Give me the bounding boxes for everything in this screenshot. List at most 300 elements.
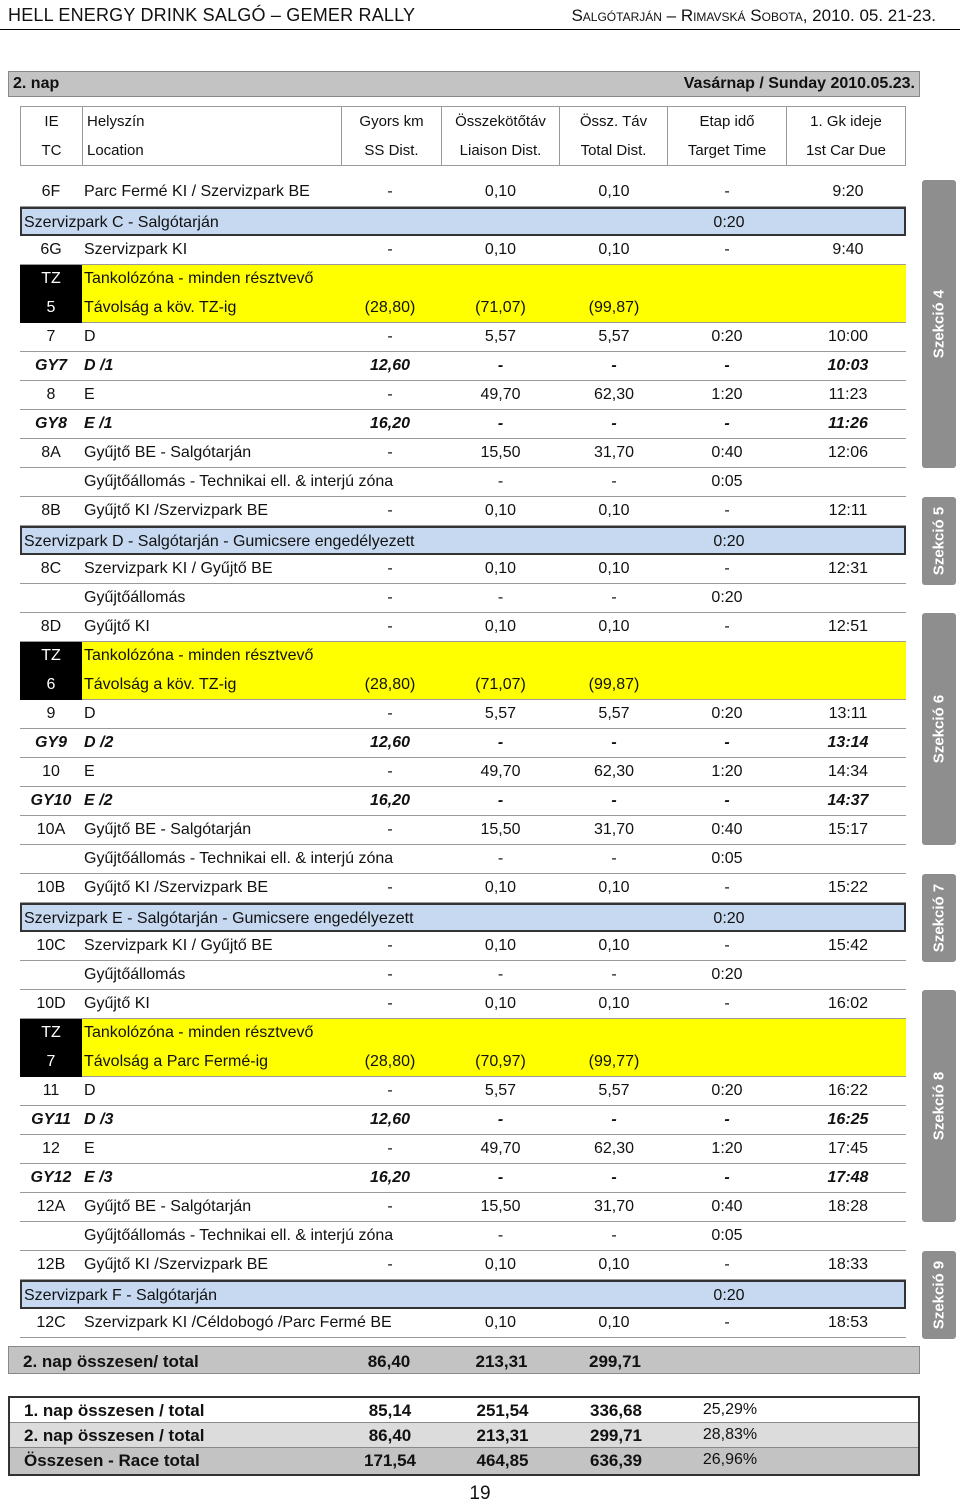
- total-distance: (99,77): [588, 1053, 640, 1070]
- section-label: Szekció 9: [930, 1260, 948, 1330]
- target-time: -: [724, 502, 730, 519]
- tc-code: 10C: [36, 937, 66, 954]
- col-tc: [21, 107, 83, 165]
- ss-distance: (28,80): [364, 1053, 416, 1070]
- table-row: [20, 700, 906, 729]
- location: Gyűjtő BE - Salgótarján: [84, 444, 252, 461]
- total-distance: -: [611, 1227, 617, 1244]
- table-row: [20, 468, 906, 497]
- tc-code: 8C: [40, 560, 62, 577]
- liaison-distance: -: [497, 966, 504, 983]
- target-time: 1:20: [711, 763, 743, 780]
- location: Szervizpark KI / Gyűjtő BE: [84, 560, 273, 577]
- total-distance: -: [611, 792, 617, 809]
- section-label: Szekció 8: [930, 1071, 948, 1141]
- day-label: 2. nap: [13, 75, 60, 92]
- first-car-due: 12:51: [827, 618, 869, 635]
- section-label: Szekció 6: [930, 694, 948, 764]
- ss-distance: -: [387, 589, 393, 606]
- table-row: [20, 816, 906, 845]
- liaison-distance: 5,57: [484, 705, 517, 722]
- first-car-due: 14:37: [827, 792, 869, 809]
- location: D: [84, 328, 96, 345]
- target-time: 0:05: [711, 850, 743, 867]
- table-row: [20, 323, 906, 352]
- col-first-car: [787, 107, 905, 165]
- liaison-distance: 15,50: [480, 1198, 521, 1215]
- page-header: [0, 0, 960, 30]
- location: Parc Fermé KI / Szervizpark BE: [84, 183, 310, 200]
- location: Gyűjtő KI: [84, 995, 150, 1012]
- target-time: -: [724, 183, 730, 200]
- liaison-distance: 0,10: [484, 183, 517, 200]
- day-total-bar: [8, 1346, 920, 1374]
- summary-ss: 86,40: [368, 1426, 412, 1445]
- ss-distance: 12,60: [369, 1111, 411, 1128]
- section-tab: [922, 180, 956, 468]
- ss-distance: 16,20: [369, 792, 411, 809]
- location: Gyűjtő BE - Salgótarján: [84, 821, 252, 838]
- table-row: [20, 758, 906, 787]
- location: E: [84, 386, 95, 403]
- col-location: [83, 107, 342, 165]
- total-distance: (99,87): [588, 299, 640, 316]
- summary-total: 299,71: [590, 1426, 642, 1445]
- summary-liaison: 251,54: [476, 1401, 529, 1420]
- first-car-due: 9:20: [832, 183, 864, 200]
- tc-code: 11: [42, 1082, 60, 1099]
- liaison-distance: 15,50: [480, 444, 521, 461]
- target-time: -: [724, 1314, 730, 1331]
- first-car-due: 14:34: [827, 763, 869, 780]
- summary-label: 2. nap összesen / total: [24, 1426, 205, 1445]
- first-car-due: 10:00: [827, 328, 869, 345]
- total-distance: 5,57: [598, 328, 630, 345]
- section-tab: [922, 990, 956, 1222]
- table-row: [20, 555, 906, 584]
- liaison-distance: -: [497, 1111, 504, 1128]
- first-car-due: 18:28: [827, 1198, 869, 1215]
- summary-total: 636,39: [590, 1451, 642, 1470]
- location: Gyűjtőállomás: [84, 966, 186, 983]
- summary-percent: 28,83%: [702, 1426, 758, 1443]
- first-car-due: 16:25: [827, 1111, 869, 1128]
- total-distance: -: [611, 357, 617, 374]
- total-distance: 31,70: [593, 821, 635, 838]
- column-headers: [20, 106, 906, 166]
- summary-ss: 85,14: [368, 1401, 412, 1420]
- location: Szervizpark F - Salgótarján: [24, 1287, 217, 1304]
- first-car-due: 12:31: [827, 560, 869, 577]
- col-ss-hu: Gyors km: [359, 113, 424, 130]
- target-time: 0:20: [713, 1287, 745, 1304]
- col-ss-en: SS Dist.: [364, 142, 419, 159]
- first-car-due: 13:11: [828, 705, 868, 722]
- tc-code: TZ: [20, 642, 82, 671]
- liaison-distance: 5,57: [484, 328, 517, 345]
- table-row: [20, 439, 906, 468]
- location: Gyűjtőállomás - Technikai ell. & interjú zóna: [84, 850, 394, 867]
- service-park-row: [20, 1280, 906, 1309]
- liaison-distance: -: [497, 1227, 504, 1244]
- tc-code: 10B: [36, 879, 66, 896]
- liaison-distance: 0,10: [484, 241, 517, 258]
- total-distance: 0,10: [598, 502, 630, 519]
- location: E /2: [84, 792, 113, 809]
- table-row: [20, 1106, 906, 1135]
- location: Tankolózóna - minden résztvevő: [84, 647, 314, 664]
- liaison-distance: 15,50: [480, 821, 521, 838]
- table-row: [20, 787, 906, 816]
- table-row: [20, 497, 906, 526]
- first-car-due: 11:26: [828, 415, 868, 432]
- target-time: 0:05: [711, 473, 743, 490]
- target-time: 0:20: [711, 328, 743, 345]
- total-distance: 0,10: [598, 241, 630, 258]
- total-distance: 0,10: [598, 937, 630, 954]
- first-car-due: 10:03: [827, 357, 869, 374]
- table-row: [20, 613, 906, 642]
- tc-code: 12C: [36, 1314, 66, 1331]
- target-time: 1:20: [711, 1140, 743, 1157]
- liaison-distance: 0,10: [484, 618, 517, 635]
- location: Szervizpark C - Salgótarján: [24, 214, 219, 231]
- tc-code: 7: [20, 1048, 82, 1077]
- tc-code: GY9: [34, 734, 67, 751]
- location: D: [84, 1082, 96, 1099]
- location: E: [84, 763, 95, 780]
- liaison-distance: 0,10: [484, 560, 517, 577]
- tc-code: 8D: [40, 618, 62, 635]
- total-distance: 62,30: [593, 1140, 635, 1157]
- location: D: [84, 705, 96, 722]
- liaison-distance: -: [497, 1169, 504, 1186]
- target-time: 0:20: [713, 533, 745, 550]
- table-row: [20, 932, 906, 961]
- first-car-due: 15:22: [827, 879, 869, 896]
- day-total-liaison: 213,31: [475, 1352, 528, 1371]
- location: Gyűjtőállomás: [84, 589, 186, 606]
- ss-distance: -: [387, 821, 393, 838]
- total-distance: 0,10: [598, 183, 630, 200]
- col-target-hu: Etap idő: [699, 113, 755, 130]
- table-row: [20, 410, 906, 439]
- first-car-due: 18:33: [827, 1256, 869, 1273]
- liaison-distance: -: [497, 473, 504, 490]
- location: D /2: [84, 734, 114, 751]
- target-time: -: [724, 1256, 730, 1273]
- refuel-zone-row: [20, 1048, 906, 1077]
- ss-distance: 12,60: [369, 357, 411, 374]
- ss-distance: -: [387, 183, 393, 200]
- col-target-en: Target Time: [687, 142, 767, 159]
- target-time: 0:20: [711, 705, 743, 722]
- total-distance: 62,30: [593, 763, 635, 780]
- liaison-distance: 49,70: [480, 763, 521, 780]
- summary-liaison: 464,85: [476, 1451, 529, 1470]
- total-distance: -: [611, 415, 617, 432]
- first-car-due: 17:45: [827, 1140, 869, 1157]
- target-time: -: [724, 937, 730, 954]
- location: Távolság a köv. TZ-ig: [84, 676, 237, 693]
- tc-code: TZ: [20, 265, 82, 294]
- location: Tankolózóna - minden résztvevő: [84, 1024, 314, 1041]
- col-liaison-en: Liaison Dist.: [459, 142, 542, 159]
- table-row: [20, 961, 906, 990]
- total-distance: -: [611, 473, 617, 490]
- liaison-distance: -: [497, 850, 504, 867]
- tc-code: TZ: [20, 1019, 82, 1048]
- first-car-due: 18:53: [827, 1314, 869, 1331]
- tc-code: 8A: [41, 444, 61, 461]
- ss-distance: -: [387, 966, 393, 983]
- page-number: 19: [469, 1483, 491, 1503]
- tc-code: 6: [20, 671, 82, 700]
- target-time: 0:40: [711, 821, 743, 838]
- ss-distance: (28,80): [364, 299, 416, 316]
- rally-route-date: Salgótarján – Rimavská Sobota, 2010. 05. 21-23.: [571, 6, 936, 25]
- first-car-due: 11:23: [828, 386, 868, 403]
- first-car-due: 13:14: [827, 734, 869, 751]
- first-car-due: 16:02: [827, 995, 869, 1012]
- tc-code: 12A: [36, 1198, 66, 1215]
- col-location-hu: Helyszín: [87, 113, 145, 130]
- target-time: 0:20: [711, 966, 743, 983]
- target-time: -: [724, 995, 730, 1012]
- liaison-distance: 0,10: [484, 995, 517, 1012]
- summary-box: [8, 1396, 920, 1476]
- tc-code: 9: [46, 705, 56, 722]
- tc-code: GY12: [30, 1169, 72, 1186]
- ss-distance: (28,80): [364, 676, 416, 693]
- section-tab: [922, 874, 956, 962]
- target-time: -: [724, 1111, 730, 1128]
- table-row: [20, 352, 906, 381]
- tc-code: 12: [42, 1140, 60, 1157]
- col-target-time: [668, 107, 787, 165]
- table-row: [20, 874, 906, 903]
- col-car-en: 1st Car Due: [805, 142, 887, 159]
- target-time: 0:40: [711, 444, 743, 461]
- total-distance: 5,57: [598, 705, 630, 722]
- ss-distance: 16,20: [369, 1169, 411, 1186]
- summary-label: 1. nap összesen / total: [24, 1401, 205, 1420]
- total-distance: 0,10: [598, 560, 630, 577]
- first-car-due: 17:48: [827, 1169, 869, 1186]
- tc-code: 10: [42, 763, 60, 780]
- location: Gyűjtő KI /Szervizpark BE: [84, 1256, 269, 1273]
- tc-code: 10A: [36, 821, 66, 838]
- total-distance: 0,10: [598, 879, 630, 896]
- target-time: -: [724, 879, 730, 896]
- ss-distance: 16,20: [369, 415, 411, 432]
- location: Szervizpark KI: [84, 241, 188, 258]
- total-distance: 31,70: [593, 444, 635, 461]
- refuel-zone-row: [20, 1019, 906, 1048]
- location: Gyűjtő BE - Salgótarján: [84, 1198, 252, 1215]
- liaison-distance: -: [497, 415, 504, 432]
- liaison-distance: (71,07): [475, 299, 526, 316]
- ss-distance: -: [387, 995, 393, 1012]
- total-distance: -: [611, 1111, 617, 1128]
- tc-code: 6F: [41, 183, 61, 200]
- summary-row: [10, 1423, 918, 1448]
- summary-percent: 26,96%: [702, 1451, 758, 1468]
- location: Gyűjtőállomás - Technikai ell. & interjú zóna: [84, 1227, 394, 1244]
- liaison-distance: -: [497, 357, 504, 374]
- liaison-distance: -: [497, 589, 504, 606]
- first-car-due: 12:06: [827, 444, 869, 461]
- location: E: [84, 1140, 95, 1157]
- location: Tankolózóna - minden résztvevő: [84, 270, 314, 287]
- refuel-zone-row: [20, 671, 906, 700]
- summary-total: 336,68: [590, 1401, 642, 1420]
- refuel-zone-row: [20, 294, 906, 323]
- location: Távolság a köv. TZ-ig: [84, 299, 237, 316]
- tc-code: GY10: [30, 792, 72, 809]
- target-time: 0:20: [713, 910, 745, 927]
- table-row: [20, 1309, 906, 1338]
- table-row: [20, 1077, 906, 1106]
- tc-code: 5: [20, 294, 82, 323]
- table-row: [20, 1251, 906, 1280]
- summary-percent: 25,29%: [702, 1401, 758, 1418]
- tc-code: 8B: [41, 502, 61, 519]
- target-time: 0:20: [711, 1082, 743, 1099]
- tc-code: GY8: [34, 415, 67, 432]
- ss-distance: -: [387, 560, 393, 577]
- summary-label: Összesen - Race total: [24, 1451, 200, 1470]
- tc-code: 6G: [40, 241, 62, 258]
- section-tab: [922, 1251, 956, 1339]
- location: D /1: [84, 357, 114, 374]
- table-row: [20, 584, 906, 613]
- location: Szervizpark KI /Céldobogó /Parc Fermé BE: [84, 1314, 392, 1331]
- liaison-distance: (71,07): [475, 676, 526, 693]
- target-time: -: [724, 618, 730, 635]
- col-total-hu: Össz. Táv: [579, 113, 648, 130]
- ss-distance: -: [387, 763, 393, 780]
- ss-distance: -: [387, 1256, 393, 1273]
- target-time: -: [724, 357, 730, 374]
- table-row: [20, 1164, 906, 1193]
- table-row: [20, 729, 906, 758]
- first-car-due: 15:17: [827, 821, 869, 838]
- liaison-distance: 5,57: [484, 1082, 517, 1099]
- ss-distance: -: [387, 386, 393, 403]
- liaison-distance: 0,10: [484, 502, 517, 519]
- refuel-zone-row: [20, 642, 906, 671]
- table-row: [20, 178, 906, 207]
- section-tab: [922, 497, 956, 585]
- day-date: Vasárnap / Sunday 2010.05.23.: [683, 75, 915, 92]
- summary-row: [10, 1398, 918, 1423]
- target-time: -: [724, 560, 730, 577]
- ss-distance: -: [387, 444, 393, 461]
- ss-distance: -: [387, 1140, 393, 1157]
- location: Gyűjtő KI /Szervizpark BE: [84, 502, 269, 519]
- col-tc-en: TC: [41, 142, 62, 159]
- summary-ss: 171,54: [364, 1451, 416, 1470]
- first-car-due: 9:40: [832, 241, 864, 258]
- total-distance: -: [611, 1169, 617, 1186]
- target-time: -: [724, 1169, 730, 1186]
- total-distance: -: [611, 966, 617, 983]
- day-bar: [8, 71, 920, 97]
- location: Gyűjtő KI /Szervizpark BE: [84, 879, 269, 896]
- tc-code: 7: [46, 328, 56, 345]
- ss-distance: -: [387, 1082, 393, 1099]
- total-distance: -: [611, 589, 617, 606]
- col-car-hu: 1. Gk ideje: [810, 113, 882, 130]
- liaison-distance: 49,70: [480, 386, 521, 403]
- ss-distance: -: [387, 241, 393, 258]
- section-label: Szekció 5: [930, 506, 948, 576]
- table-row: [20, 381, 906, 410]
- tc-code: GY11: [31, 1111, 71, 1128]
- table-row: [20, 845, 906, 874]
- col-location-en: Location: [87, 142, 144, 159]
- total-distance: 0,10: [598, 1256, 630, 1273]
- ss-distance: -: [387, 879, 393, 896]
- service-park-row: [20, 526, 906, 555]
- summary-liaison: 213,31: [476, 1426, 529, 1445]
- summary-row: [10, 1448, 918, 1474]
- col-liaison-hu: Összekötőtáv: [455, 113, 546, 130]
- service-park-row: [20, 903, 906, 932]
- table-row: [20, 236, 906, 265]
- location: Távolság a Parc Fermé-ig: [84, 1053, 269, 1070]
- ss-distance: -: [387, 328, 393, 345]
- liaison-distance: 0,10: [484, 1256, 517, 1273]
- tc-code: GY7: [34, 357, 67, 374]
- liaison-distance: (70,97): [475, 1053, 526, 1070]
- ss-distance: -: [387, 937, 393, 954]
- liaison-distance: -: [497, 792, 504, 809]
- liaison-distance: 0,10: [598, 1314, 630, 1331]
- target-time: -: [724, 415, 730, 432]
- location: Gyűjtő KI: [84, 618, 150, 635]
- first-car-due: 12:11: [828, 502, 868, 519]
- liaison-distance: 0,10: [484, 937, 517, 954]
- total-distance: 62,30: [593, 386, 635, 403]
- table-row: [20, 1222, 906, 1251]
- target-time: 0:40: [711, 1198, 743, 1215]
- target-time: -: [724, 792, 730, 809]
- rally-title: HELL ENERGY DRINK SALGÓ – GEMER RALLY: [8, 5, 416, 25]
- first-car-due: 15:42: [827, 937, 869, 954]
- target-time: -: [724, 241, 730, 258]
- liaison-distance: 0,10: [484, 879, 517, 896]
- col-liaison: [442, 107, 560, 165]
- table-row: [20, 1135, 906, 1164]
- target-time: 0:05: [711, 1227, 743, 1244]
- liaison-distance: 49,70: [480, 1140, 521, 1157]
- section-label: Szekció 4: [930, 289, 948, 359]
- target-time: 0:20: [713, 214, 745, 231]
- total-distance: 0,10: [598, 618, 630, 635]
- location: Szervizpark E - Salgótarján - Gumicsere engedélyezett: [24, 910, 414, 927]
- section-label: Szekció 7: [930, 883, 948, 953]
- tc-code: 8: [46, 386, 56, 403]
- total-distance: (99,87): [588, 676, 640, 693]
- col-ss-dist: [342, 107, 442, 165]
- ss-distance: -: [387, 618, 393, 635]
- total-distance: 31,70: [593, 1198, 635, 1215]
- col-total-en: Total Dist.: [580, 142, 647, 159]
- col-tc-hu: IE: [44, 113, 59, 130]
- total-distance: -: [611, 850, 617, 867]
